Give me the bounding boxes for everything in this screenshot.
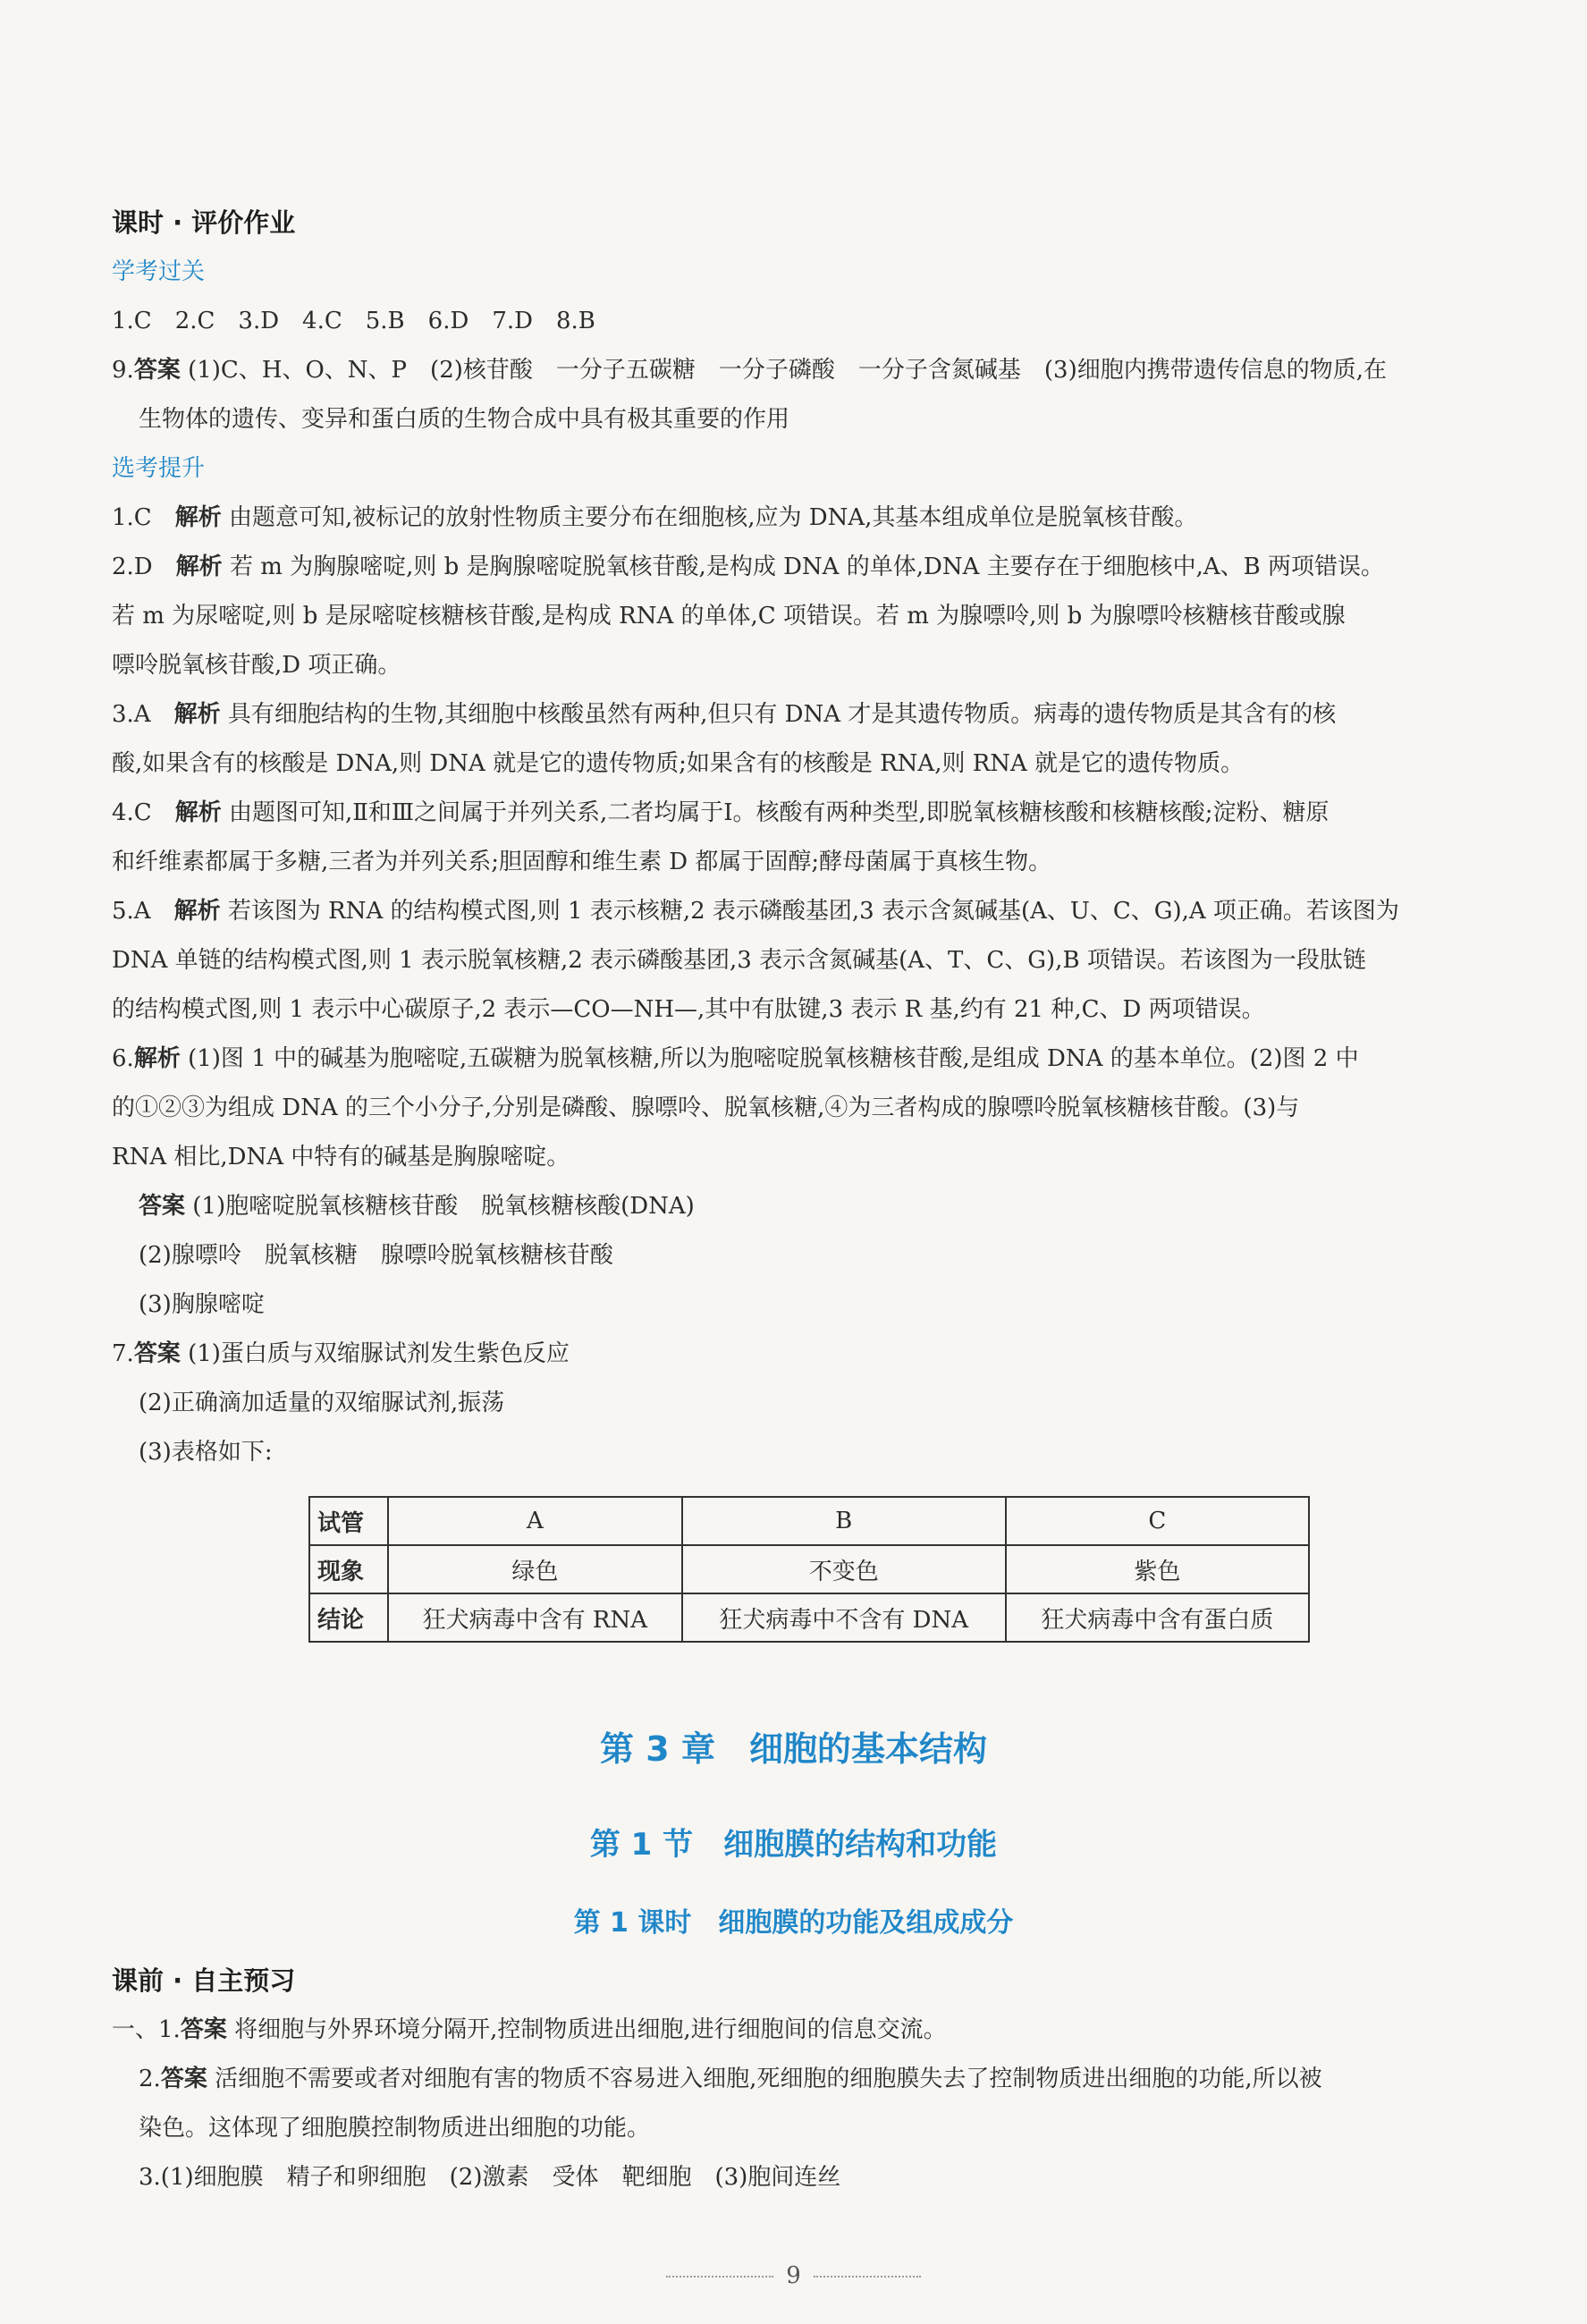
answer-line	[112, 690, 1480, 739]
answer-line: 若 m 为尿嘧啶,则 b 是尿嘧啶核糖核苷酸,是构成 RNA 的单体,C 项错误。若 m 为腺嘌呤,则 b 为腺嘌呤核糖核苷酸或腺	[112, 603, 1346, 630]
answer-label: 答案	[133, 1340, 181, 1367]
answer-line: 生物体的遗传、变异和蛋白质的生物合成中具有极其重要的作用	[139, 406, 790, 433]
analysis-text: (1)图 1 中的碱基为胞嘧啶,五碳糖为脱氧核糖,所以为胞嘧啶脱氧核糖核苷酸,是组成 DNA 的基本单位。(2)图 2 中	[188, 1045, 1359, 1072]
table-cell: 现象	[309, 1545, 388, 1593]
lesson-title: 第 1 课时 细胞膜的功能及组成成分	[573, 1907, 1014, 1939]
footer-rule	[666, 2276, 773, 2278]
analysis-label: 解析	[173, 701, 221, 728]
analysis-label: 解析	[175, 554, 223, 580]
table-cell: 狂犬病毒中含有蛋白质	[1006, 1593, 1309, 1642]
section-title: 第 1 节 细胞膜的结构和功能	[589, 1827, 998, 1863]
answer-line: (3)胸腺嘧啶	[139, 1291, 265, 1318]
question-number: 一、1.	[112, 2016, 181, 2043]
page-number: 9	[786, 2262, 801, 2289]
answer-text: (1)胞嘧啶脱氧核糖核苷酸 脱氧核糖核酸(DNA)	[192, 1193, 695, 1220]
table-cell: 紫色	[1006, 1545, 1309, 1593]
question-number: 6.	[112, 1045, 134, 1072]
answer-text: (1)C、H、O、N、P (2)核苷酸 一分子五碳糖 一分子磷酸 一分子含氮碱基 (3)细胞内携带遗传信息的物质,在	[188, 357, 1387, 384]
answer-line	[112, 494, 1480, 543]
answer-line	[112, 1182, 1480, 1231]
analysis-text: 具有细胞结构的生物,其细胞中核酸虽然有两种,但只有 DNA 才是其遗传物质。病毒的遗传物质是其含有的核	[227, 701, 1337, 728]
evaluation-section	[112, 199, 1480, 1477]
answer-line	[112, 1035, 1480, 1084]
answer-line	[112, 2006, 1480, 2055]
table-cell: C	[1006, 1497, 1309, 1545]
answer-line: 3.(1)细胞膜 精子和卵细胞 (2)激素 受体 靶细胞 (3)胞间连丝	[139, 2164, 841, 2191]
answer-line: 的①②③为组成 DNA 的三个小分子,分别是磷酸、腺嘌呤、脱氧核糖,④为三者构成的腺嘌呤脱氧核糖核苷酸。(3)与	[112, 1094, 1300, 1121]
analysis-text: 由题图可知,Ⅱ和Ⅲ之间属于并列关系,二者均属于Ⅰ。核酸有两种类型,即脱氧核糖核酸和核糖核酸;淀粉、糖原	[228, 799, 1330, 826]
question-number: 7.	[112, 1340, 134, 1367]
question-number: 2.	[139, 2066, 161, 2092]
answer-line: 和纤维素都属于多糖,三者为并列关系;胆固醇和维生素 D 都属于固醇;酵母菌属于真核生物。	[112, 849, 1052, 875]
answer-label: 答案	[133, 357, 181, 384]
answer-text: 将细胞与外界环境分隔开,控制物质进出细胞,进行细胞间的信息交流。	[234, 2016, 947, 2043]
table-cell: 结论	[309, 1593, 388, 1642]
analysis-text: 由题意可知,被标记的放射性物质主要分布在细胞核,应为 DNA,其基本组成单位是脱氧核苷酸。	[228, 504, 1198, 531]
question-number: 3.A	[112, 701, 174, 728]
answer-line: RNA 相比,DNA 中特有的碱基是胸腺嘧啶。	[112, 1144, 570, 1170]
subsection-heading: 选考提升	[112, 455, 206, 482]
answer-line	[112, 887, 1480, 936]
table-cell: 不变色	[682, 1545, 1006, 1593]
question-number: 4.C	[112, 799, 175, 826]
footer-rule	[814, 2276, 921, 2278]
question-number: 2.D	[112, 554, 176, 580]
question-number: 1.C	[112, 504, 175, 531]
answer-line	[112, 543, 1480, 592]
analysis-label: 解析	[133, 1045, 181, 1072]
question-number: 5.A	[112, 898, 174, 925]
table-row	[309, 1545, 1309, 1593]
table-row	[309, 1497, 1309, 1545]
question-number: 9.	[112, 357, 134, 384]
section-heading: 课前 · 自主预习	[112, 1965, 296, 1996]
chapter-title: 第 3 章 细胞的基本结构	[600, 1729, 987, 1769]
answer-label: 答案	[160, 2066, 207, 2092]
answer-line	[112, 2055, 1480, 2104]
analysis-label: 解析	[174, 799, 222, 826]
answer-text: (1)蛋白质与双缩脲试剂发生紫色反应	[188, 1340, 570, 1367]
table-cell: 绿色	[388, 1545, 682, 1593]
analysis-label: 解析	[174, 504, 222, 531]
table-cell: 试管	[309, 1497, 388, 1545]
answer-line	[112, 789, 1480, 838]
subsection-heading: 学考过关	[112, 258, 206, 285]
preview-section	[112, 1956, 1480, 2202]
answer-line: (2)腺嘌呤 脱氧核糖 腺嘌呤脱氧核糖核苷酸	[139, 1242, 613, 1269]
table-row	[309, 1593, 1309, 1642]
table-cell: 狂犬病毒中含有 RNA	[388, 1593, 682, 1642]
analysis-text: 若 m 为胸腺嘧啶,则 b 是胸腺嘧啶脱氧核苷酸,是构成 DNA 的单体,DNA 主要存在于细胞核中,A、B 两项错误。	[229, 554, 1385, 580]
answer-line: 1.C 2.C 3.D 4.C 5.B 6.D 7.D 8.B	[112, 308, 595, 334]
answer-line: DNA 单链的结构模式图,则 1 表示脱氧核糖,2 表示磷酸基团,3 表示含氮碱基(A、T、C、G),B 项错误。若该图为一段肽链	[112, 947, 1366, 974]
page-footer	[0, 2262, 1587, 2289]
analysis-label: 解析	[173, 898, 221, 925]
answer-line: 染色。这体现了细胞膜控制物质进出细胞的功能。	[139, 2115, 651, 2142]
answer-text: 活细胞不需要或者对细胞有害的物质不容易进入细胞,死细胞的细胞膜失去了控制物质进出细胞的功能,所以被	[215, 2066, 1322, 2092]
table-cell: B	[682, 1497, 1006, 1545]
analysis-text: 若该图为 RNA 的结构模式图,则 1 表示核糖,2 表示磷酸基团,3 表示含氮碱基(A、U、C、G),A 项正确。若该图为	[227, 898, 1399, 925]
answer-label: 答案	[180, 2016, 227, 2043]
table-cell: A	[388, 1497, 682, 1545]
result-table	[308, 1496, 1310, 1643]
answer-label: 答案	[139, 1193, 186, 1220]
section-heading: 课时 · 评价作业	[112, 207, 296, 238]
answer-line: (3)表格如下:	[139, 1439, 273, 1466]
answer-line	[112, 1330, 1480, 1379]
answer-line: 的结构模式图,则 1 表示中心碳原子,2 表示—CO—NH—,其中有肽键,3 表示 R 基,约有 21 种,C、D 两项错误。	[112, 996, 1265, 1023]
answer-line: (2)正确滴加适量的双缩脲试剂,振荡	[139, 1390, 505, 1416]
answer-line: 嘌呤脱氧核苷酸,D 项正确。	[112, 652, 401, 679]
table-cell: 狂犬病毒中不含有 DNA	[682, 1593, 1006, 1642]
answer-line	[112, 346, 1480, 395]
answer-line: 酸,如果含有的核酸是 DNA,则 DNA 就是它的遗传物质;如果含有的核酸是 RNA,则 RNA 就是它的遗传物质。	[112, 750, 1245, 777]
